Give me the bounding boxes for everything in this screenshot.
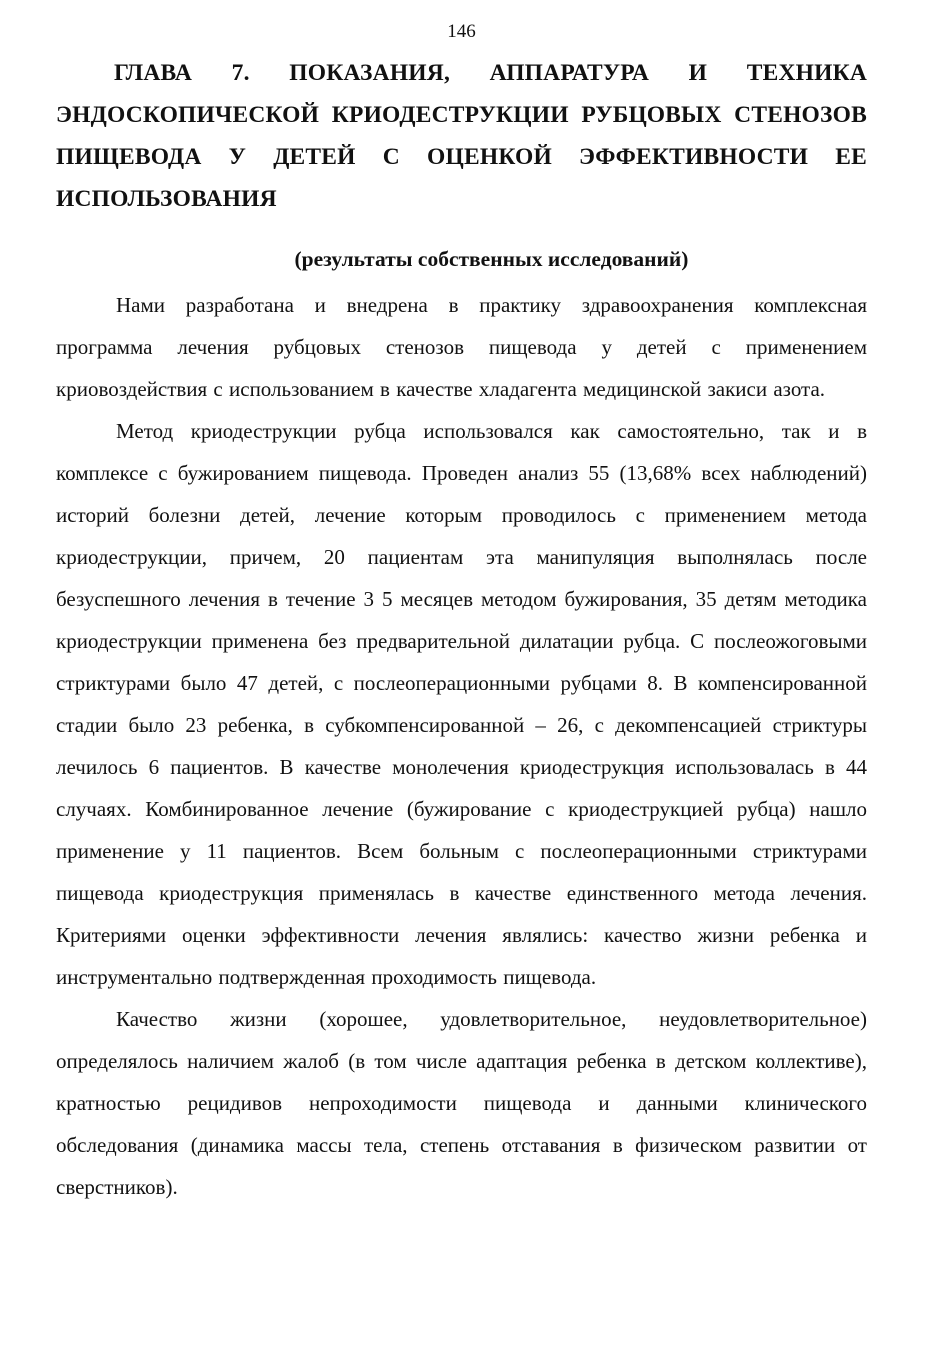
paragraph-1: Нами разработана и внедрена в практику здравоохранения комплексная программа лечения рубцовых стенозов пищевода у детей с применением криовоздействия с использованием в качестве хладагента медицинской закиси азота.: [56, 293, 867, 401]
page-number: 146: [447, 21, 476, 42]
chapter-title: ГЛАВА 7. ПОКАЗАНИЯ, АППАРАТУРА И ТЕХНИКА ЭНДОСКОПИЧЕСКОЙ КРИОДЕСТРУКЦИИ РУБЦОВЫХ СТЕНОЗОВ ПИЩЕВОДА У ДЕТЕЙ С ОЦЕНКОЙ ЭФФЕКТИВНОСТИ ЕЕ ИСПОЛЬЗОВАНИЯ: [56, 60, 867, 212]
paragraph-2: Метод криодеструкции рубца использовался как самостоятельно, так и в комплексе с бужированием пищевода. Проведен анализ 55 (13,68% всех наблюдений) историй болезни детей, лечение которым проводилось с применением метода криодеструкции, причем, 20 пациентам эта манипуляция выполнялась после безуспешного лечения в течение 3 5 месяцев методом бужирования, 35 детям методика криодеструкции применена без предварительной дилатации рубца. С послеожоговыми стриктурами было 47 детей, с послеоперационными рубцами 8. В компенсированной стадии было 23 ребенка, в субкомпенсированной – 26, с декомпенсацией стриктуры лечилось 6 пациентов. В качестве монолечения криодеструкция использовалась в 44 случаях. Комбинированное лечение (бужирование с криодеструкцией рубца) нашло применение у 11 пациентов. Всем больным с послеоперационными стриктурами пищевода криодеструкция применялась в качестве единственного метода лечения. Критериями оценки эффективности лечения являлись: качество жизни ребенка и инструментально подтвержденная проходимость пищевода.: [56, 419, 867, 989]
chapter-subtitle: (результаты собственных исследований): [294, 247, 689, 271]
paragraph-3: Качество жизни (хорошее, удовлетворительное, неудовлетворительное) определялось наличием жалоб (в том числе адаптация ребенка в детском коллективе), кратностью рецидивов непроходимости пищевода и данными клинического обследования (динамика массы тела, степень отставания в физическом развитии от сверстников).: [56, 1007, 867, 1199]
